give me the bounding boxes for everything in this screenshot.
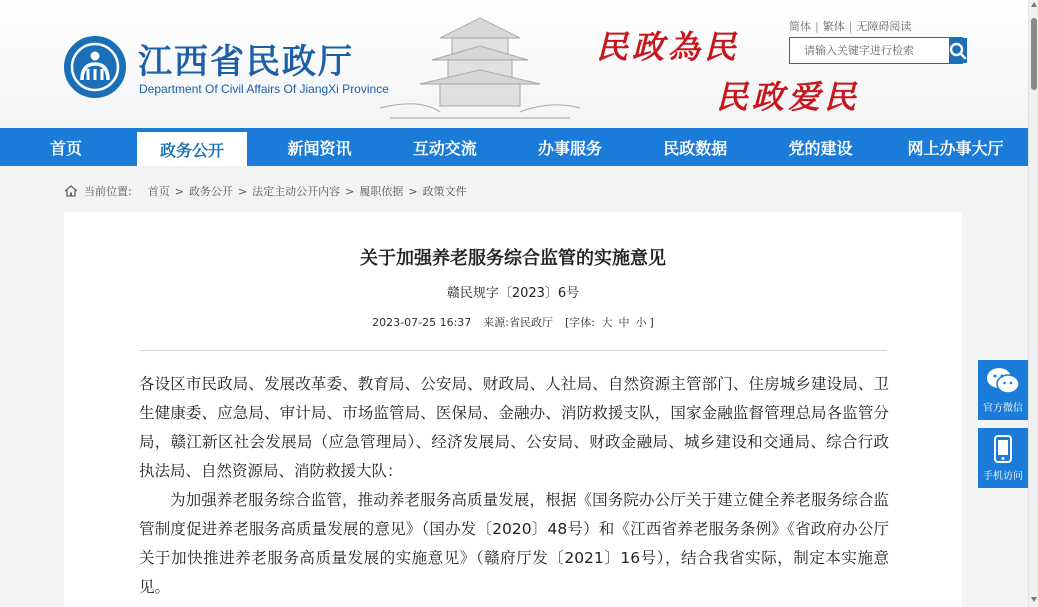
nav-item-home[interactable]: 首页: [50, 138, 83, 158]
nav-item-gov-affairs[interactable]: 政务公开: [137, 132, 247, 166]
breadcrumb-gov-affairs[interactable]: 政务公开: [188, 185, 233, 198]
top-links: 简体 | 繁体 | 无障碍阅读: [789, 20, 912, 33]
nav-item-online-hall[interactable]: 网上办事大厅: [907, 138, 1004, 158]
nav-item-news[interactable]: 新闻资讯: [287, 138, 352, 158]
simplified-link[interactable]: 简体: [789, 20, 811, 33]
breadcrumb-statutory[interactable]: 法定主动公开内容: [252, 185, 341, 198]
article-paragraph: 为加强养老服务综合监管，推动养老服务高质量发展，根据《国务院办公厅关于建立健全养老服务综合监管制度促进养老服务高质量发展的意见》（国办发〔2020〕48号）和《江西省养老服务条例》《省政府办公厅关于加快推进养老服务高质量发展的实施意见》（赣府厅发〔2021〕16号），结合我省实际，制定本实施意见。: [139, 491, 889, 596]
breadcrumb-label: 当前位置:: [84, 185, 132, 198]
breadcrumb-basis[interactable]: 履职依据: [359, 185, 404, 198]
scroll-thumb[interactable]: [1031, 18, 1037, 90]
font-size-medium[interactable]: 中: [618, 316, 630, 329]
mobile-button[interactable]: [978, 428, 1028, 488]
font-size-label: [字体:: [565, 316, 596, 329]
article-body: [139, 370, 889, 602]
nav-item-services[interactable]: 办事服务: [537, 138, 602, 158]
logo-title[interactable]: 江西省民政厅: [138, 42, 354, 82]
breadcrumb-policy[interactable]: 政策文件: [422, 185, 467, 198]
scroll-up-icon[interactable]: [1031, 2, 1037, 7]
breadcrumb-home[interactable]: 首页: [147, 185, 170, 198]
article-container: [64, 212, 962, 607]
wechat-icon: [986, 367, 1020, 395]
slogan-bottom: 民政爱民: [716, 78, 861, 116]
search-box: [789, 37, 963, 64]
accessibility-link[interactable]: 无障碍阅读: [856, 20, 912, 33]
nav-item-party[interactable]: 党的建设: [788, 138, 853, 158]
wechat-label: 官方微信: [983, 403, 1023, 414]
home-icon: [64, 185, 78, 197]
article-source: 省民政厅: [509, 316, 554, 329]
breadcrumb: 当前位置: 首页 > 政务公开 > 法定主动公开内容 > 履职依据 > 政策文件: [64, 183, 467, 199]
main-nav: [0, 128, 1028, 166]
divider: [139, 350, 887, 351]
pavilion-illustration-icon: [380, 8, 580, 126]
logo-subtitle: Department Of Civil Affairs Of JiangXi Province: [139, 82, 389, 96]
article-paragraph: 各设区市民政局、发展改革委、教育局、公安局、财政局、人社局、自然资源主管部门、住房城乡建设局、卫生健康委、应急局、审计局、市场监管局、医保局、金融办、消防救援支队，国家金融监督管理总局各监管分局，赣江新区社会发展局（应急管理局）、经济发展局、公安局、财政金融局、城乡建设和交通局、综合行政执法局、自然资源局、消防救援大队：: [139, 375, 889, 480]
search-button[interactable]: [949, 38, 967, 63]
font-size-small[interactable]: 小: [635, 316, 647, 329]
scroll-down-icon[interactable]: [1031, 597, 1037, 602]
search-icon: [949, 42, 967, 60]
article-meta: [64, 314, 962, 330]
mobile-label: 手机访问: [983, 471, 1023, 482]
slogan-top: 民政為民: [596, 28, 741, 66]
article-date: 2023-07-25 16:37: [372, 316, 472, 329]
traditional-link[interactable]: 繁体: [822, 20, 845, 33]
nav-item-interaction[interactable]: 互动交流: [412, 138, 477, 158]
font-size-close: ]: [649, 316, 654, 329]
font-size-large[interactable]: 大: [601, 316, 613, 329]
logo-emblem-icon[interactable]: [64, 36, 126, 98]
site-header: [0, 0, 1028, 128]
mobile-phone-icon: [993, 435, 1013, 463]
page-scrollbar[interactable]: [1028, 0, 1038, 607]
article-doc-number: 赣民规字〔2023〕6号: [446, 286, 580, 301]
search-input[interactable]: [790, 38, 949, 63]
nav-item-data[interactable]: 民政数据: [663, 138, 728, 158]
article-source-label: 来源:: [483, 316, 510, 329]
article-title: 关于加强养老服务综合监管的实施意见: [360, 248, 666, 269]
wechat-button[interactable]: [978, 360, 1028, 420]
